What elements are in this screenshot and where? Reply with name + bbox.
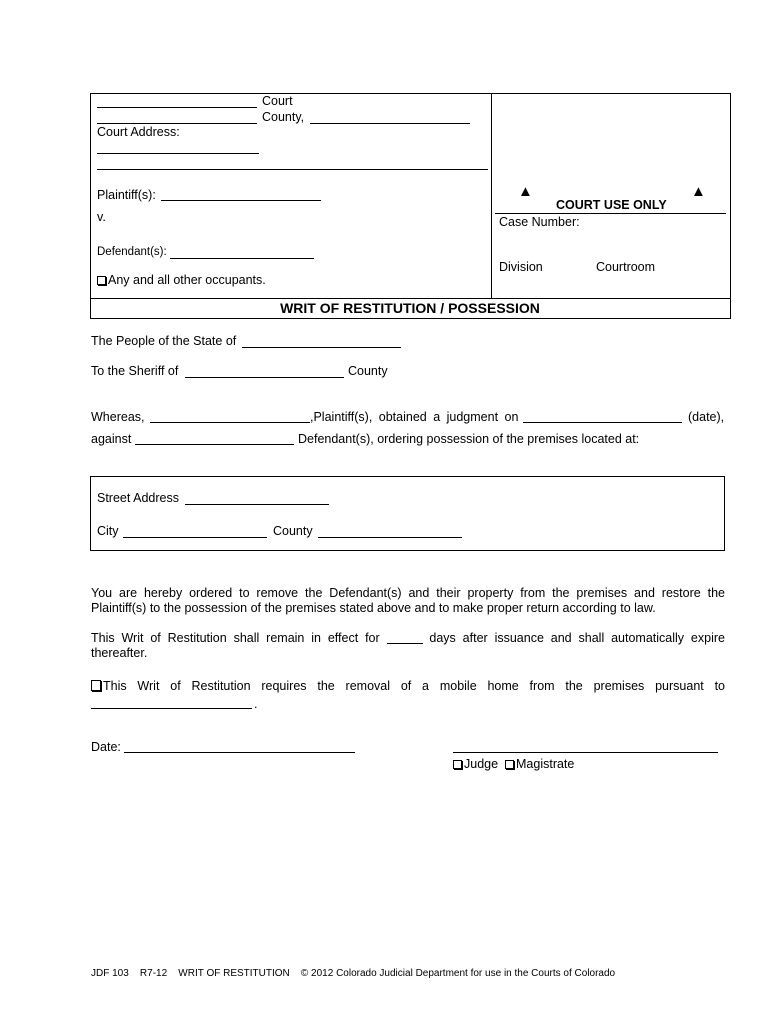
address-box — [90, 476, 725, 551]
magistrate-label: Magistrate — [516, 757, 575, 771]
mobile-home-line[interactable] — [91, 679, 725, 694]
signature-field[interactable] — [453, 738, 718, 753]
ordered-paragraph: You are hereby ordered to remove the Defendant(s) and their property from the premises and restore the Plaintiff(s) to the possession of the premises stated above and to make proper return according to law. — [91, 586, 725, 615]
versus-label: v. — [97, 210, 106, 224]
judge-label: Judge — [464, 757, 499, 771]
whereas-label: Whereas, — [91, 410, 145, 424]
mobile-home-checkbox[interactable] — [91, 680, 101, 691]
state-field[interactable] — [310, 109, 470, 124]
magistrate-checkbox[interactable] — [505, 760, 514, 769]
city-label: City — [97, 524, 119, 538]
address-county-field[interactable] — [318, 523, 462, 538]
remain-suffix: days after issuance and shall automatically expire — [429, 631, 725, 645]
court-use-divider — [495, 213, 726, 214]
county-name-field[interactable] — [97, 109, 257, 124]
whereas-plaintiff-field[interactable] — [150, 408, 310, 423]
defendants-ordering-label: Defendant(s), ordering possession of the premises located at: — [298, 432, 640, 446]
court-label: Court — [262, 94, 293, 108]
occupants-checkbox[interactable] — [97, 276, 106, 285]
division-label: Division — [499, 260, 543, 274]
footer-form-name: WRIT OF RESTITUTION — [178, 968, 290, 979]
defendants-label: Defendant(s): — [97, 246, 167, 258]
statute-field[interactable] — [91, 694, 252, 709]
court-use-arrow-right-icon: ▲ — [691, 183, 706, 200]
caption-divider-vertical — [491, 93, 492, 298]
people-of-state-label: The People of the State of — [91, 334, 237, 348]
judge-checkbox[interactable] — [453, 760, 462, 769]
remain-prefix: This Writ of Restitution shall remain in effect for — [91, 631, 380, 645]
thereafter-label: thereafter. — [91, 646, 148, 660]
case-number-label: Case Number: — [499, 215, 580, 229]
footer-copyright: © 2012 Colorado Judicial Department for use in the Courts of Colorado — [300, 968, 616, 979]
sheriff-county-field[interactable] — [185, 363, 344, 378]
sheriff-county-word: County — [348, 364, 388, 378]
caption-divider-horizontal — [90, 298, 731, 299]
street-address-label: Street Address — [97, 491, 179, 505]
courtroom-label: Courtroom — [596, 260, 656, 274]
court-use-arrow-left-icon: ▲ — [518, 183, 533, 200]
against-label: against — [91, 432, 132, 446]
form-footer — [91, 966, 615, 981]
days-field[interactable] — [387, 631, 423, 644]
plaintiffs-label: Plaintiff(s): — [97, 188, 156, 202]
court-address-field[interactable] — [97, 139, 259, 154]
occupants-option[interactable] — [97, 273, 266, 288]
statute-period: . — [254, 697, 258, 711]
date-field[interactable] — [124, 738, 355, 753]
street-address-field[interactable] — [185, 490, 329, 505]
date-label: Date: — [91, 740, 121, 754]
judgment-date-field[interactable] — [523, 408, 682, 423]
remain-in-effect-line — [91, 631, 725, 646]
city-field[interactable] — [123, 523, 267, 538]
defendants-field[interactable] — [170, 244, 314, 259]
occupants-label: Any and all other occupants. — [108, 273, 266, 287]
court-address-label: Court Address: — [97, 125, 180, 139]
judge-option[interactable] — [453, 757, 498, 772]
state-of-field[interactable] — [242, 333, 401, 348]
footer-form-number: JDF 103 — [91, 968, 129, 979]
plaintiffs-obtained-label: ,Plaintiff(s), obtained a judgment on — [310, 410, 519, 424]
mobile-home-text: This Writ of Restitution requires the removal of a mobile home from the premises pursuant to — [103, 679, 725, 693]
address-county-label: County — [273, 524, 313, 538]
court-address-field-2[interactable] — [97, 155, 488, 170]
magistrate-option[interactable] — [505, 757, 574, 772]
plaintiffs-field[interactable] — [161, 186, 321, 201]
form-title: WRIT OF RESTITUTION / POSSESSION — [280, 300, 540, 316]
date-paren-label: (date), — [688, 410, 725, 424]
county-label: County, — [262, 110, 305, 124]
footer-revision: R7-12 — [139, 968, 168, 979]
against-defendant-field[interactable] — [135, 430, 294, 445]
to-sheriff-label: To the Sheriff of — [91, 364, 179, 378]
court-use-only-label: COURT USE ONLY — [556, 198, 667, 212]
court-name-field[interactable] — [97, 93, 257, 108]
